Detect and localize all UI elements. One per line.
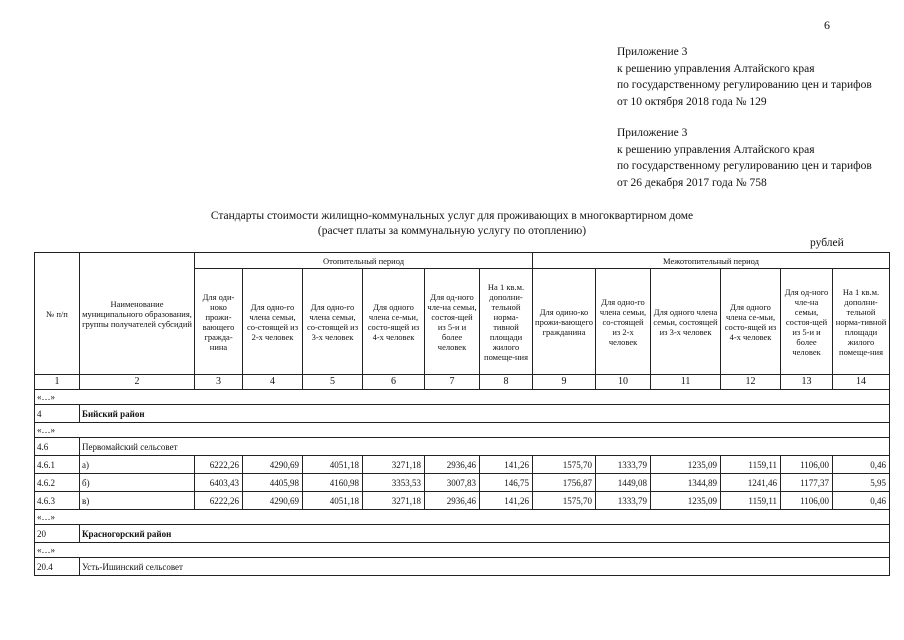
column-number: 8	[480, 375, 533, 390]
header-non-heating-sub: Для одино-ко прожи-вающего гражданина	[533, 269, 596, 375]
header-col-name: Наименование муниципального образования, группы получателей субсидий	[80, 253, 195, 375]
header-col-no: № п/п	[35, 253, 80, 375]
header-heating-sub: Для од-ного чле-на семьи, состоя-щей из 5-и и более человек	[425, 269, 480, 375]
column-number: 6	[363, 375, 425, 390]
appendix-line: к решению управления Алтайского края	[617, 62, 815, 75]
header-non-heating-sub: Для одно-го члена семьи, со-стоящей из 2-х человек	[596, 269, 651, 375]
cost-value: 4290,69	[243, 456, 303, 474]
cost-value: 4051,18	[303, 456, 363, 474]
cost-value: 1333,79	[596, 456, 651, 474]
header-heating-sub: Для одно-го члена семьи, со-стоящей из 2-х человек	[243, 269, 303, 375]
header-heating-sub: Для одно-го члена семьи, со-стоящей из 3-х человек	[303, 269, 363, 375]
table-row	[35, 558, 890, 576]
row-number: 4.6.1	[35, 456, 80, 474]
appendix-block-2018	[617, 44, 872, 110]
table-row	[35, 474, 890, 492]
cost-value: 1241,46	[721, 474, 781, 492]
table-row	[35, 405, 890, 423]
omission-marker: «…»	[35, 423, 890, 438]
column-number: 13	[781, 375, 833, 390]
cost-value: 4160,98	[303, 474, 363, 492]
table-row	[35, 510, 890, 525]
header-non-heating-period: Межотопительный период	[533, 253, 890, 269]
cost-value: 1756,87	[533, 474, 596, 492]
cost-value: 0,46	[833, 456, 890, 474]
header-heating-sub: Для оди-ноко прожи-вающего гражда-нина	[195, 269, 243, 375]
row-number: 4	[35, 405, 80, 423]
row-number: 4.6	[35, 438, 80, 456]
appendix-block-2017	[617, 125, 872, 191]
table-row	[35, 390, 890, 405]
cost-value: 1449,08	[596, 474, 651, 492]
cost-value: 2936,46	[425, 492, 480, 510]
cost-value: 1235,09	[651, 492, 721, 510]
table-row	[35, 438, 890, 456]
cost-value: 1575,70	[533, 492, 596, 510]
cost-value: 1177,37	[781, 474, 833, 492]
cost-value: 1159,11	[721, 492, 781, 510]
table-row	[35, 423, 890, 438]
cost-value: 6403,43	[195, 474, 243, 492]
cost-value: 1344,89	[651, 474, 721, 492]
group-label: б)	[80, 474, 195, 492]
appendix-line: от 26 декабря 2017 года № 758	[617, 176, 767, 189]
header-heating-sub: На 1 кв.м. дополни-тельной норма-тивной площади жилого помеще-ния	[480, 269, 533, 375]
appendix-line: от 10 октября 2018 года № 129	[617, 95, 767, 108]
omission-marker: «…»	[35, 390, 890, 405]
appendix-line: по государственному регулированию цен и тарифов	[617, 79, 872, 91]
column-number: 11	[651, 375, 721, 390]
table-row	[35, 456, 890, 474]
header-non-heating-sub: На 1 кв.м. дополни-тельной норма-тивной площади жилого помеще-ния	[833, 269, 890, 375]
cost-value: 4405,98	[243, 474, 303, 492]
header-non-heating-sub: Для одного члена се-мьи, состо-ящей из 4-х человек	[721, 269, 781, 375]
appendix-line: Приложение 3	[617, 127, 688, 139]
omission-marker: «…»	[35, 510, 890, 525]
column-number: 14	[833, 375, 890, 390]
table-row	[35, 543, 890, 558]
cost-value: 1106,00	[781, 492, 833, 510]
row-number: 4.6.3	[35, 492, 80, 510]
cost-value: 3007,83	[425, 474, 480, 492]
settlement-name: Первомайский сельсовет	[80, 438, 890, 456]
column-number: 12	[721, 375, 781, 390]
district-name: Красногорский район	[80, 525, 890, 543]
cost-value: 146,75	[480, 474, 533, 492]
cost-value: 3271,18	[363, 492, 425, 510]
cost-value: 2936,46	[425, 456, 480, 474]
title-line: Стандарты стоимости жилищно-коммунальных услуг для проживающих в многоквартирном доме	[210, 210, 694, 222]
table-row	[35, 492, 890, 510]
appendix-line: по государственному регулированию цен и тарифов	[617, 160, 872, 172]
cost-value: 5,95	[833, 474, 890, 492]
column-number: 10	[596, 375, 651, 390]
omission-marker: «…»	[35, 543, 890, 558]
header-non-heating-sub: Для одного члена семьи, состоящей из 3-х человек	[651, 269, 721, 375]
column-number: 4	[243, 375, 303, 390]
cost-value: 1159,11	[721, 456, 781, 474]
cost-value: 4290,69	[243, 492, 303, 510]
cost-value: 141,26	[480, 456, 533, 474]
row-number: 4.6.2	[35, 474, 80, 492]
column-number: 3	[195, 375, 243, 390]
title-subline: (расчет платы за коммунальную услугу по отоплению)	[317, 225, 587, 237]
header-heating-sub: Для одного члена се-мьи, состо-ящей из 4-х человек	[363, 269, 425, 375]
cost-value: 1235,09	[651, 456, 721, 474]
units-label: рублей	[810, 237, 844, 249]
cost-value: 1575,70	[533, 456, 596, 474]
cost-value: 1333,79	[596, 492, 651, 510]
column-number: 2	[80, 375, 195, 390]
header-non-heating-sub: Для од-ного чле-на семьи, состоя-щей из 5-и и более человек	[781, 269, 833, 375]
cost-value: 141,26	[480, 492, 533, 510]
cost-value: 4051,18	[303, 492, 363, 510]
group-label: а)	[80, 456, 195, 474]
heating-cost-table	[34, 252, 890, 576]
column-number: 5	[303, 375, 363, 390]
table-row	[35, 525, 890, 543]
settlement-name: Усть-Ишинский сельсовет	[80, 558, 890, 576]
document-title	[0, 209, 904, 239]
column-number: 1	[35, 375, 80, 390]
group-label: в)	[80, 492, 195, 510]
page-number: 6	[824, 18, 830, 32]
row-number: 20	[35, 525, 80, 543]
row-number: 20.4	[35, 558, 80, 576]
cost-value: 3353,53	[363, 474, 425, 492]
cost-value: 0,46	[833, 492, 890, 510]
appendix-line: Приложение 3	[617, 46, 688, 58]
appendix-line: к решению управления Алтайского края	[617, 143, 815, 156]
column-number: 9	[533, 375, 596, 390]
header-heating-period: Отопительный период	[195, 253, 533, 269]
district-name: Бийский район	[80, 405, 890, 423]
cost-value: 6222,26	[195, 492, 243, 510]
column-number: 7	[425, 375, 480, 390]
cost-value: 6222,26	[195, 456, 243, 474]
cost-value: 1106,00	[781, 456, 833, 474]
cost-value: 3271,18	[363, 456, 425, 474]
